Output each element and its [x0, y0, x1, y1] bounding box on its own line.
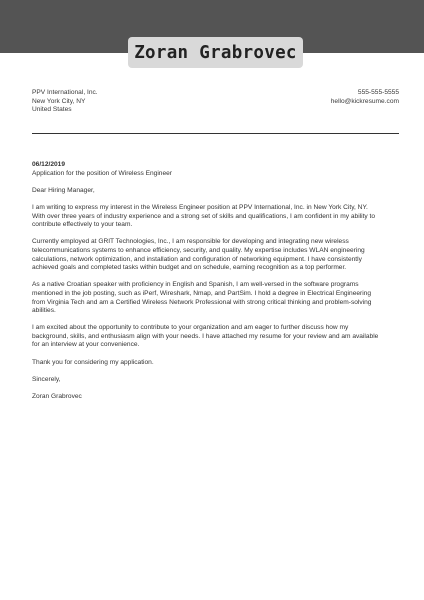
- signature: Zoran Grabrovec: [32, 393, 82, 401]
- contact-email: hello@kickresume.com: [330, 97, 399, 105]
- text-line: As a native Croatian speaker with proficiency in English and Spanish, I am well-versed in the software programs: [32, 281, 359, 289]
- divider-line: [32, 133, 399, 134]
- text-line: Thank you for considering my application.: [32, 358, 154, 366]
- contact-phone: 555-555-5555: [357, 89, 399, 96]
- text-line: mentioned in the job posting, such as iPerf, Wireshark, Nmap, and PartSim. I hold a degree in Electrical Engineering: [32, 289, 372, 297]
- text-line: achieved goals and completed tasks within budget and on schedule, earning recognition as a top performer.: [32, 264, 347, 272]
- recipient-country: United States: [32, 106, 72, 114]
- text-line: for an interview at your convenience.: [32, 341, 140, 349]
- text-line: contribute effectively to your team.: [32, 221, 133, 229]
- closing: Sincerely,: [32, 375, 61, 383]
- paragraph-interest: [32, 324, 402, 350]
- greeting: Dear Hiring Manager,: [32, 186, 95, 194]
- applicant-name: Zoran Grabrovec: [134, 42, 297, 63]
- letter-date: 06/12/2019: [32, 161, 66, 168]
- recipient-address: [32, 89, 98, 115]
- recipient-city: New York City, NY: [32, 97, 86, 105]
- text-line: Currently employed at GRIT Technologies, Inc., I am responsible for developing and integrating new wireless: [32, 238, 349, 246]
- text-line: background, skills, and enthusiasm align with your needs. I have attached my resume for your review and am available: [32, 332, 379, 340]
- text-line: I am writing to express my interest in the Wireless Engineer position at PPV International, Inc. in New York City, NY.: [32, 203, 368, 211]
- text-line: from Virginia Tech and am a Certified Wireless Network Professional with strong critical thinking and problem-solving: [32, 298, 372, 306]
- text-line: abilities.: [32, 307, 56, 315]
- letter-body: [32, 161, 402, 410]
- paragraph-experience: [32, 238, 402, 272]
- recipient-company: PPV International, Inc.: [32, 89, 98, 96]
- name-box: [128, 37, 303, 68]
- text-line: calculations, network optimization, and installation and configuration of networking equipment. I have consistently: [32, 255, 362, 263]
- contact-info: [331, 89, 399, 106]
- text-line: telecommunications systems to enhance efficiency, security, and quality. My expertise includes WLAN engineering: [32, 246, 365, 254]
- paragraph-intro: [32, 204, 402, 230]
- text-line: I am excited about the opportunity to contribute to your organization and am eager to further discuss how my: [32, 324, 349, 332]
- letter-subject: Application for the position of Wireless Engineer: [32, 169, 173, 177]
- paragraph-skills: [32, 281, 402, 315]
- text-line: With over three years of industry experience and a strong set of skills and qualifications, I am confident in my ability to: [32, 212, 376, 220]
- paragraph-thanks: [32, 359, 402, 368]
